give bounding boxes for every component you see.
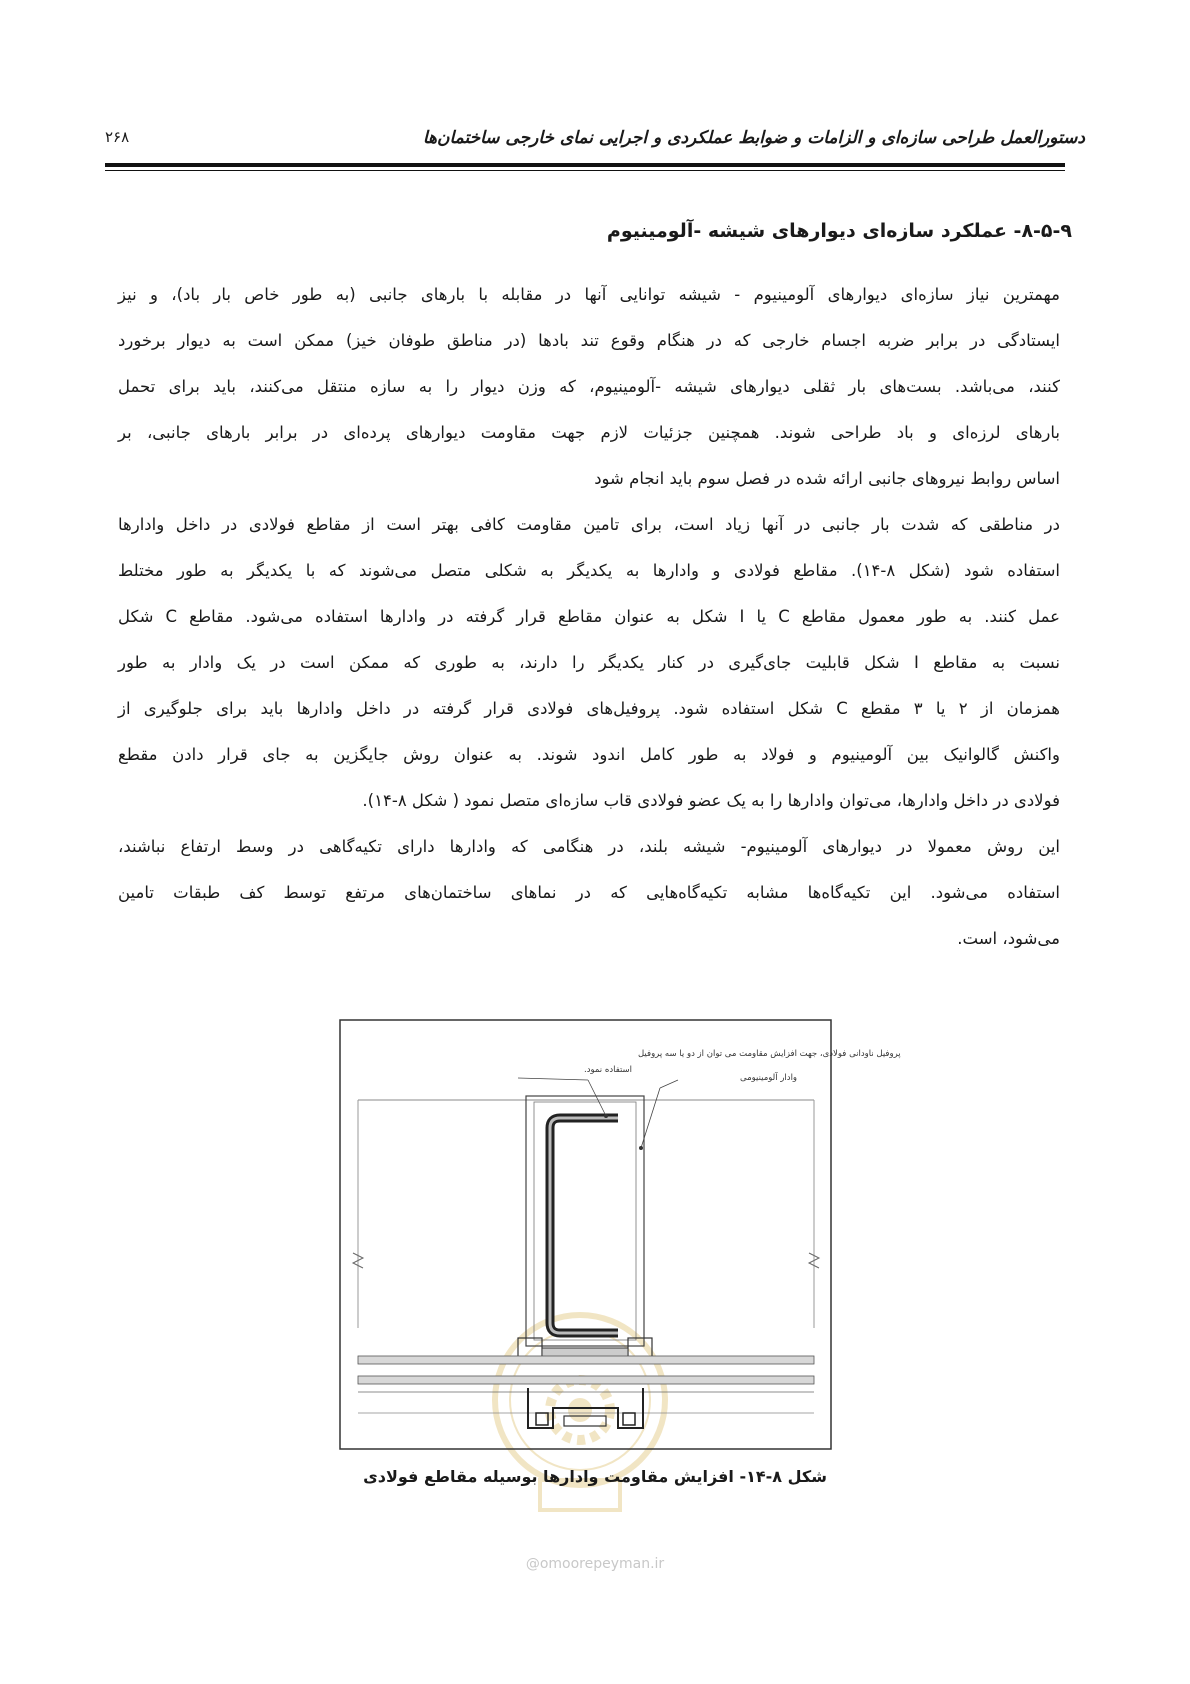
- figure-caption: شکل ۸-۱۴- افزایش مقاومت وادارها بوسیله مقاطع فولادی: [363, 1467, 827, 1486]
- text-line: واکنش گالوانیک بین آلومینیوم و فولاد به طور کامل اندود شوند. به عنوان روش جایگزین به جای قرار دادن مقطع: [118, 745, 1060, 764]
- text-line: ایستادگی در برابر ضربه اجسام خارجی که در هنگام وقوع تند بادها (در مناطق طوفان خیز) ممکن است به دیوار برخورد: [118, 331, 1060, 350]
- text-line: این روش معمولا در دیوارهای آلومینیوم- شیشه بلند، در هنگامی که وادارها دارای تکیه‌گاهی در وسط ارتفاع نباشند،: [118, 837, 1060, 856]
- text-line: کنند، می‌باشد. بست‌های بار ثقلی دیوارهای شیشه -آلومینیوم، که وزن دیوار را به سازه منتقل می‌کنند، باید برای تحمل: [118, 377, 1060, 396]
- figure-label-steel: پروفیل ناودانی فولادی، جهت افزایش مقاومت می توان از دو یا سه پروفیل: [638, 1049, 901, 1059]
- text-line: می‌شود، است.: [957, 929, 1060, 948]
- text-line: نسبت به مقاطع I شکل قابلیت جای‌گیری در کنار یکدیگر را دارند، به طوری که ممکن است در یک وادار به طور: [118, 653, 1061, 672]
- body-text: [118, 272, 1060, 962]
- text-line: مهمترین نیاز سازه‌ای دیوارهای آلومینیوم - شیشه توانایی آنها در مقابله با بارهای جانبی (به طور خاص بار باد)، و نیز: [118, 285, 1060, 304]
- header-rule-thin: [105, 170, 1065, 171]
- text-line: بارهای لرزه‌ای و باد طراحی شوند. همچنین جزئیات لازم جهت مقاومت دیوارهای پرده‌ای در برابر بارهای جانبی، بر: [118, 423, 1060, 442]
- figure-label-steel-cont: استفاده نمود.: [584, 1065, 633, 1075]
- text-line: استفاده شود (شکل ۸-۱۴). مقاطع فولادی و وادارها به یکدیگر به شکلی متصل می‌شوند که با یکدیگر به طور مختلط: [118, 561, 1060, 580]
- paragraph: [118, 272, 1060, 502]
- text-line: همزمان از ۲ یا ۳ مقطع C شکل استفاده شود. پروفیل‌های فولادی قرار گرفته در داخل وادارها باید برای جلوگیری از: [118, 699, 1061, 718]
- paragraph: [118, 824, 1060, 962]
- watermark-text: @omoorepeyman.ir: [525, 1556, 665, 1572]
- text-line: فولادی در داخل وادارها، می‌توان وادارها را به یک عضو فولادی قاب سازه‌ای متصل نمود ( شکل ۸-۱۴).: [362, 791, 1060, 810]
- section-heading: ۸-۵-۹- عملکرد سازه‌ای دیوارهای شیشه -آلومینیوم: [606, 220, 1072, 242]
- header-title: دستورالعمل طراحی سازه‌ای و الزامات و ضوابط عملکردی و اجرایی نمای خارجی ساختمان‌ها: [422, 128, 1085, 148]
- curtain-wall-section-drawing: [338, 1018, 901, 1451]
- text-line: اساس روابط نیروهای جانبی ارائه شده در فصل سوم باید انجام شود: [594, 469, 1060, 488]
- paragraph: [118, 502, 1060, 824]
- page-number: ۲۶۸: [105, 128, 130, 146]
- text-line: استفاده می‌شود. این تکیه‌گاه‌ها مشابه تکیه‌گاه‌هایی که در نماهای ساختمان‌های مرتفع توسط کف طبقات تامین: [118, 883, 1060, 902]
- figure-curtain-wall-detail: [338, 1018, 901, 1451]
- text-line: عمل کنند. به طور معمول مقاطع C یا I شکل به عنوان مقاطع قرار گرفته در وادارها استفاده می‌شود. مقاطع C شکل: [118, 607, 1060, 626]
- header-rule-thick: [105, 163, 1065, 167]
- page-header: [105, 128, 1085, 156]
- figure-label-aluminum: وادار آلومینیومی: [740, 1073, 798, 1083]
- text-line: در مناطقی که شدت بار جانبی در آنها زیاد است، برای تامین مقاومت کافی بهتر است از مقاطع فولادی در داخل وادارها: [118, 515, 1060, 534]
